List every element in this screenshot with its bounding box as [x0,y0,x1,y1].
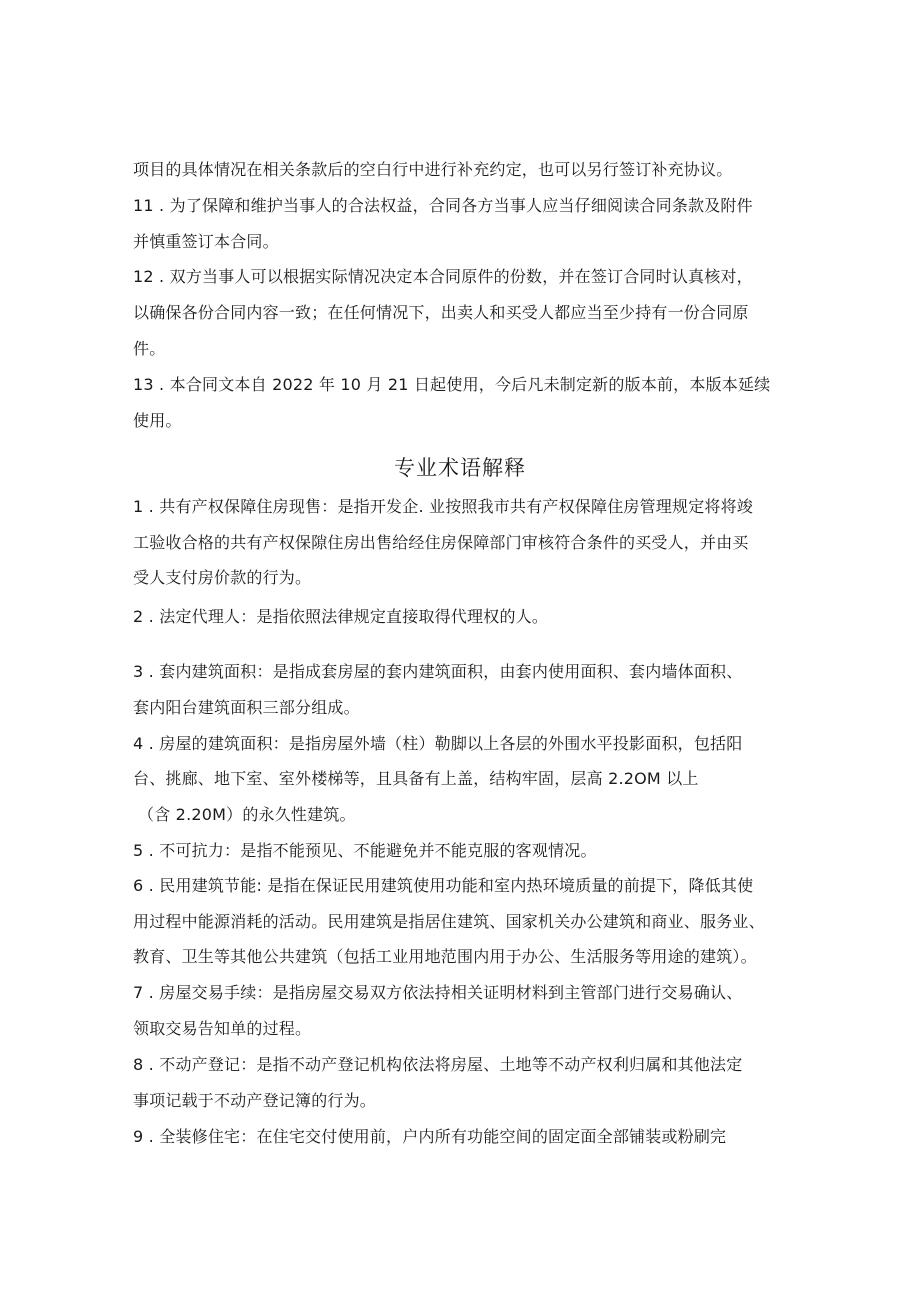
text-line: 11 . 为了保障和维护当事人的合法权益，合同各方当事人应当仔细阅读合同条款及附件 [133,196,753,215]
text-line: 2 . 法定代理人：是指依照法律规定直接取得代理权的人。 [133,607,549,626]
text-line: 件。 [133,339,166,358]
text-line: 套内阳台建筑面积三部分组成。 [133,698,360,717]
text-line: 6 . 民用建筑节能: 是指在保证民用建筑使用功能和室内热环境质量的前提下，降低其使 [133,876,754,895]
text-line: 7 . 房屋交易手续：是指房屋交易双方依法持相关证明材料到主管部门进行交易确认、 [133,983,743,1002]
text-line: 5 . 不可抗力：是指不能预见、不能避免并不能克服的客观情况。 [133,841,597,860]
text-line: 4 . 房屋的建筑面积：是指房屋外墙（柱）勒脚以上各层的外围水平投影面积，包括阳 [133,734,743,753]
text-line: 3 . 套内建筑面积：是指成套房屋的套内建筑面积，由套内使用面积、套内墙体面积、 [133,662,743,681]
text-line: 事项记载于不动产登记簿的行为。 [133,1091,377,1110]
text-line: 工验收合格的共有产权保隙住房出售给经住房保障部门审核符合条件的买受人，并由买 [133,533,749,552]
text-line: 教育、卫生等其他公共建筑（包括工业用地范围内用于办公、生活服务等用途的建筑）。 [133,947,757,966]
text-line: 台、挑廊、地下室、室外楼梯等，且具备有上盖，结构牢固，层高 2.2OM 以上 [133,769,699,788]
text-line: 9 . 全装修住宅：在住宅交付使用前，户内所有功能空间的固定面全部铺装或粉刷完 [133,1127,727,1146]
text-line: （含 2.20M）的永久性建筑。 [138,805,356,824]
section-title: 专业术语解释 [394,456,526,480]
text-line: 1 . 共有产权保障住房现售：是指开发企. 业按照我市共有产权保障住房管理规定将将竣 [133,497,754,516]
text-line: 项目的具体情况在相关条款后的空白行中进行补充约定，也可以另行签订补充协议。 [133,160,733,179]
text-line: 13 . 本合同文本自 2022 年 10 月 21 日起使用，今后凡未制定新的版本前，本版本延续 [133,375,771,394]
text-line: 以确保各份合同内容一致；在任何情况下，出卖人和买受人都应当至少持有一份合同原 [133,303,749,322]
text-line: 领取交易告知单的过程。 [133,1019,312,1038]
text-line: 用过程中能源消耗的活动。民用建筑是指居住建筑、国家机关办公建筑和商业、服务业、 [133,912,765,931]
text-line: 并慎重签订本合同。 [133,232,279,251]
text-line: 受人支付房价款的行为。 [133,568,312,587]
text-line: 使用。 [133,411,182,430]
text-line: 8 . 不动产登记：是指不动产登记机构依法将房屋、土地等不动产权利归属和其他法定 [133,1055,743,1074]
text-line: 12 . 双方当事人可以根据实际情况决定本合同原件的份数，并在签订合同时认真核对， [133,267,753,286]
